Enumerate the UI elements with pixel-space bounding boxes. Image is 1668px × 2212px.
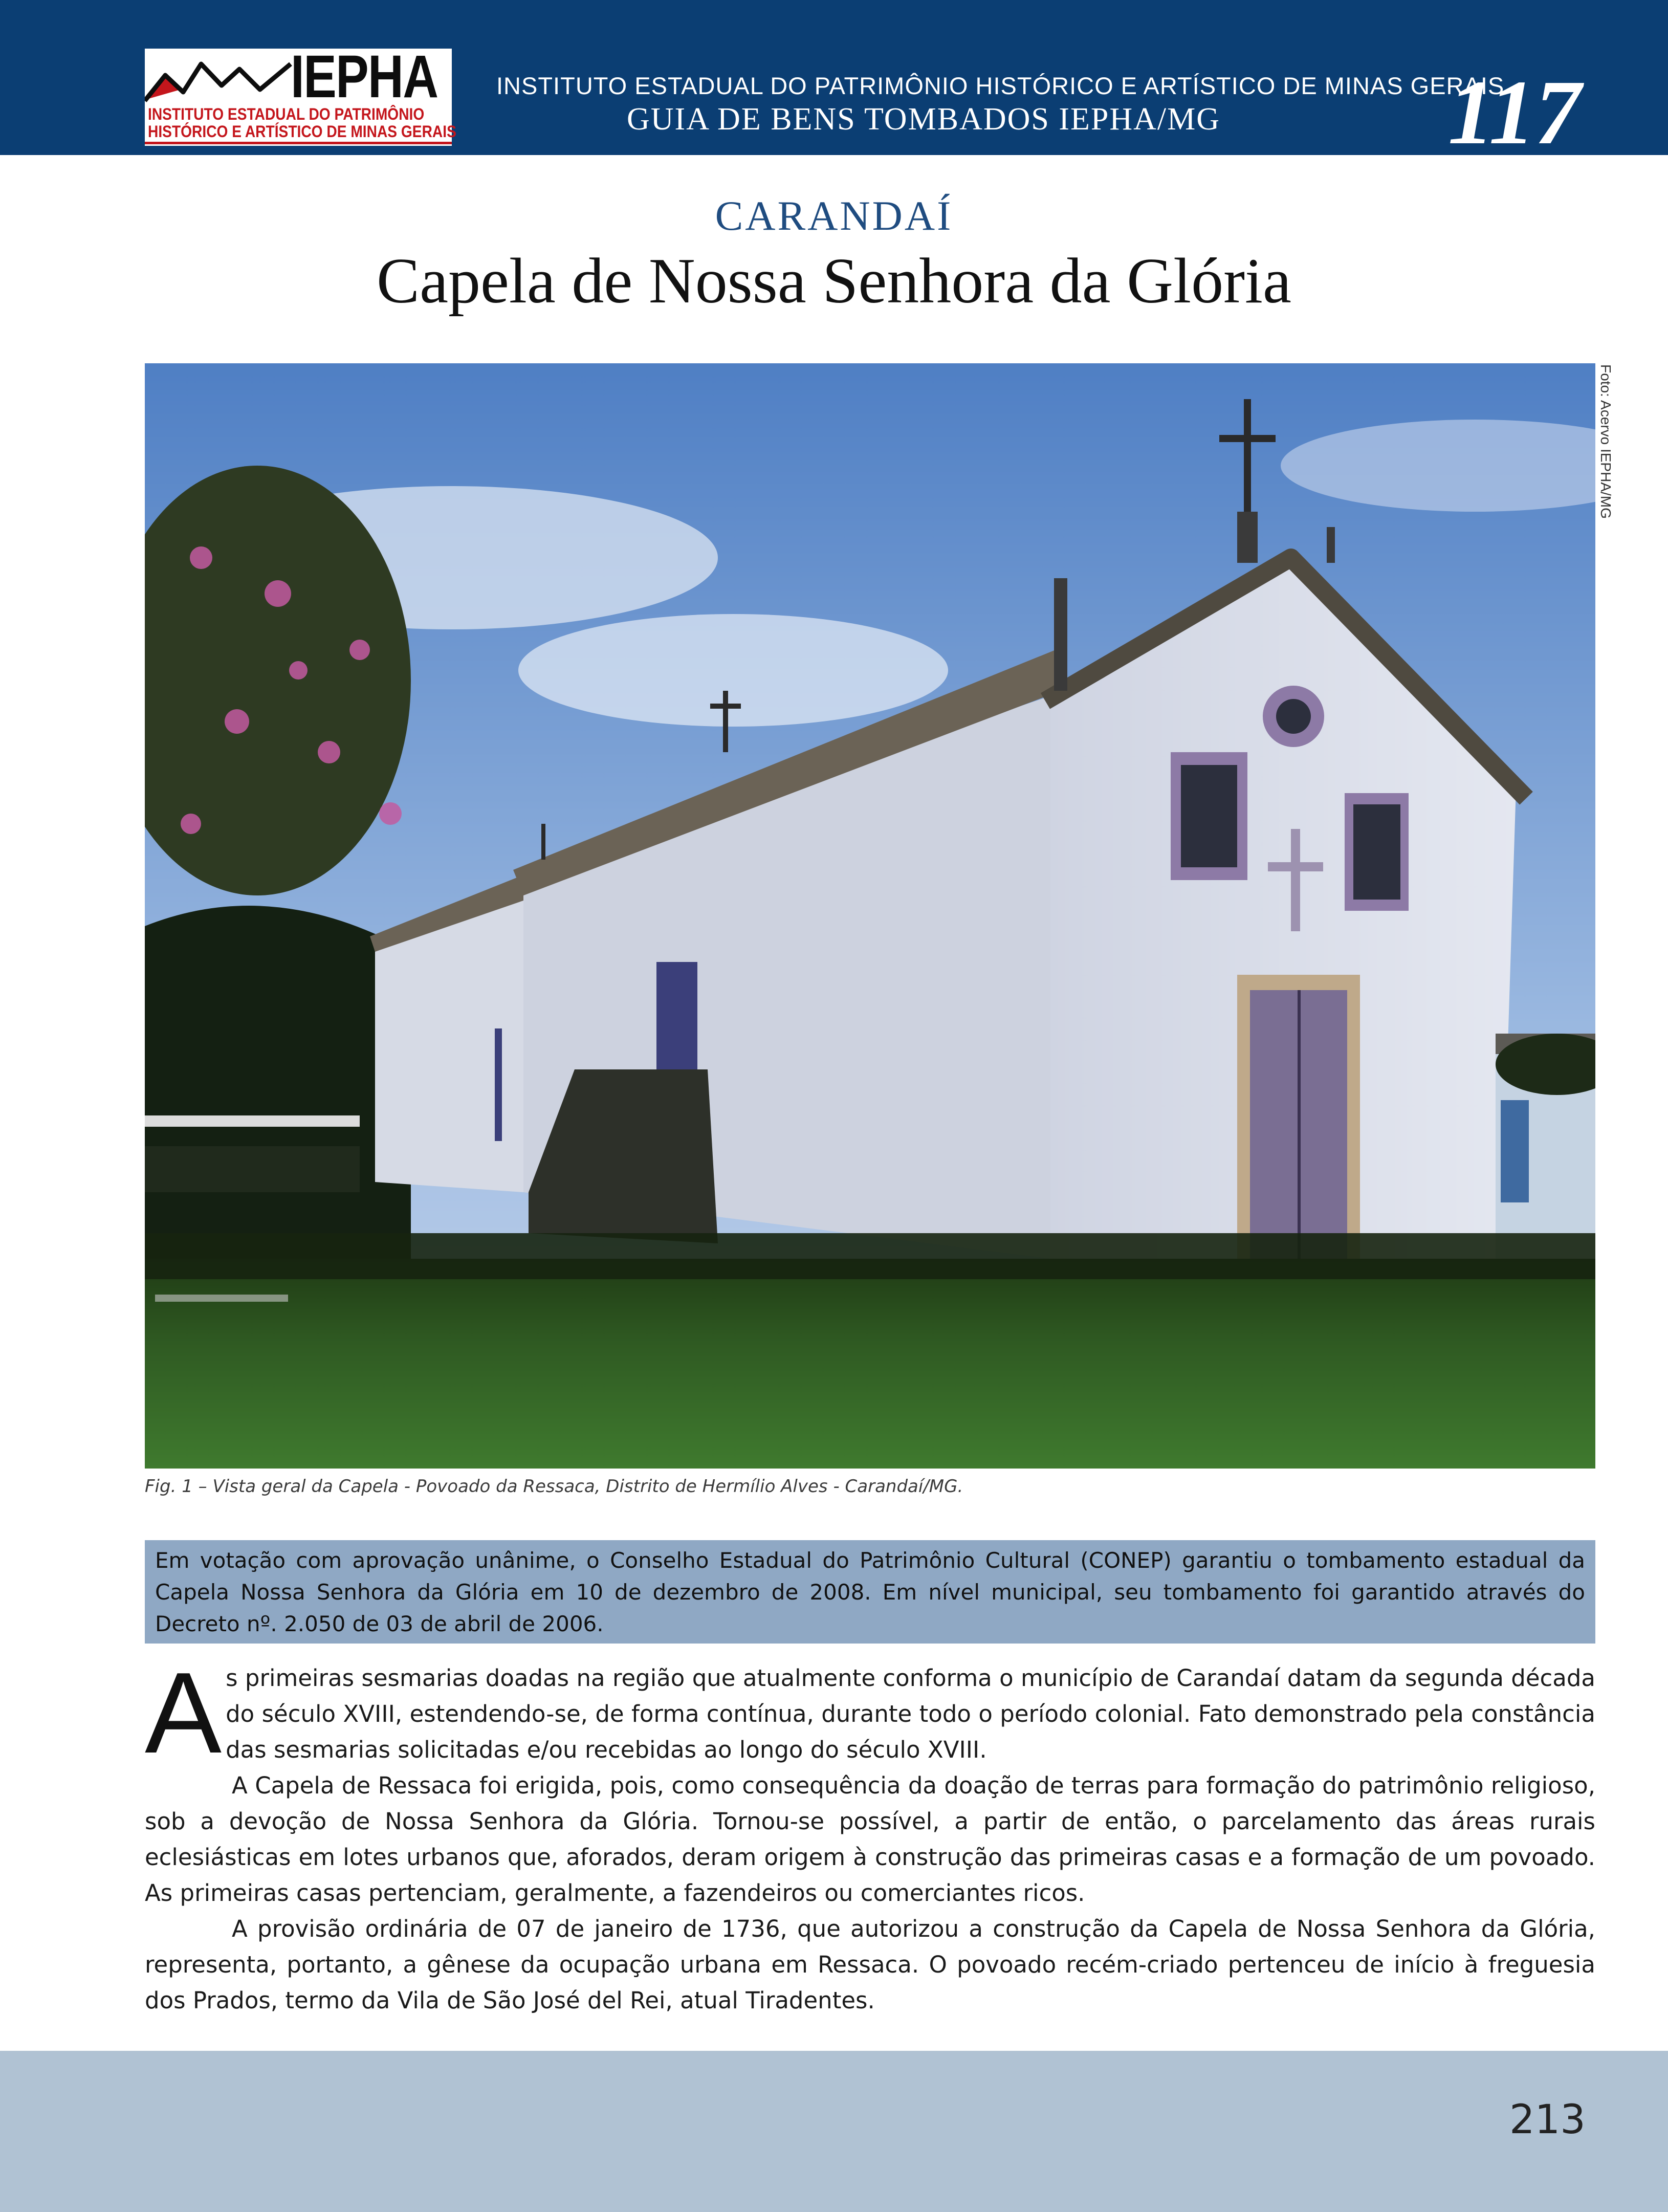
photo-credit: Foto: Acervo IEPHA/MG [1598,364,1614,519]
page-title: Capela de Nossa Senhora da Glória [377,246,1291,317]
logo-underline [145,142,452,144]
paragraph-1 [145,1648,1595,1777]
page-number: 213 [1509,2097,1586,2143]
footer-band [0,2051,1668,2212]
chapel-illustration [145,363,1595,1469]
paragraph-3: A provisão ordinária de 07 de janeiro de 1736, que autorizou a construção da Capela de Nossa Senhora da Glória, representa, portanto, a gênese da ocupação urbana em Ressaca. O povoado recém-criado pertenceu de início à freguesia dos Prados, termo da Vila de São José del Rei, atual Tiradentes. [145,1915,1595,2014]
guide-title: GUIA DE BENS TOMBADOS IEPHA/MG [627,102,1221,137]
city-heading: CARANDAÍ [715,192,953,239]
summary-box: Em votação com aprovação unânime, o Conselho Estadual do Patrimônio Cultural (CONEP) garantiu o tombamento estadual da Capela Nossa Senhora da Glória em 10 de dezembro de 2008. Em nível municipal, seu tombamento foi garantido através do Decreto nº. 2.050 de 03 de abril de 2006. [145,1540,1595,1644]
logo-wordmark: IEPHA [291,43,438,111]
paragraph-2: A Capela de Ressaca foi erigida, pois, como consequência da doação de terras para formação do patrimônio religioso, sob a devoção de Nossa Senhora da Glória. Tornou-se possível, a partir de então, o parcelamento das áreas rurais eclesiásticas em lotes urbanos que, aforados, deram origem à construção das primeiras casas e a formação de um povoado. As primeiras casas pertenciam, geralmente, a fazendeiros ou comerciantes ricos. [145,1772,1595,1907]
drop-cap: A [145,1648,222,1777]
photo-caption: Fig. 1 – Vista geral da Capela - Povoado da Ressaca, Distrito de Hermílio Alves - Carandaí/MG. [145,1476,963,1497]
body-text [145,1648,1595,2019]
iepha-logo [145,43,456,146]
paragraph-1-text: s primeiras sesmarias doadas na região que atualmente conforma o município de Carandaí datam da segunda década do século XVIII, estendendo-se, de forma contínua, durante todo o período colonial. Fato demonstrado pela constância das sesmarias solicitadas e/ou recebidas ao longo do século XVIII. [226,1665,1595,1763]
header-band [0,0,1668,163]
mountain-logo-icon [145,54,298,110]
institution-name: INSTITUTO ESTADUAL DO PATRIMÔNIO HISTÓRICO E ARTÍSTICO DE MINAS GERAIS [496,72,1505,99]
logo-subtitle-line-2: HISTÓRICO E ARTÍSTICO DE MINAS GERAIS [148,122,456,141]
chapel-photo [145,363,1595,1469]
entry-number: 117 [1448,61,1582,163]
logo-subtitle-line-1: INSTITUTO ESTADUAL DO PATRIMÔNIO [148,105,425,123]
